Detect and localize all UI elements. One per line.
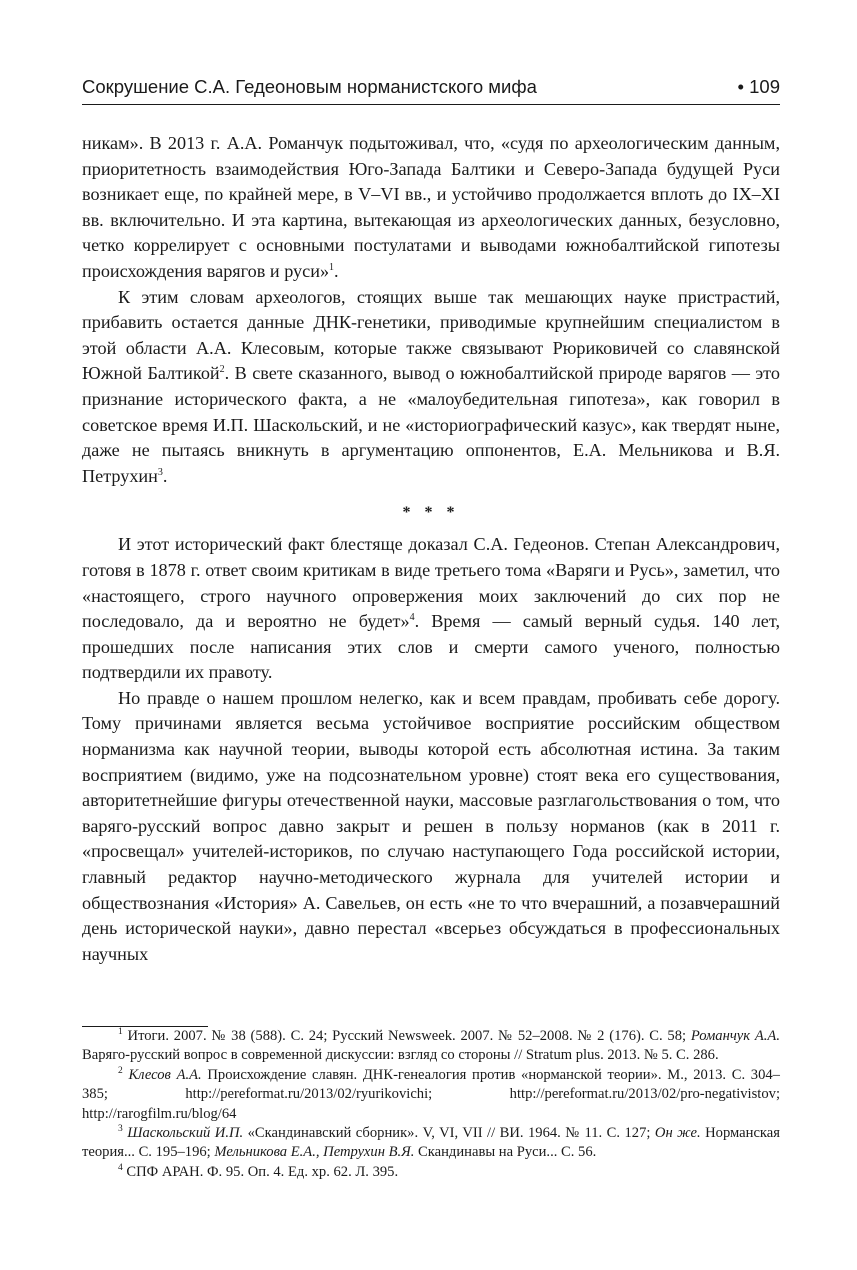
paragraph-tail: .: [334, 260, 339, 281]
footnote-3: [82, 1124, 780, 1163]
paragraph-text: Но правде о нашем прошлом нелегко, как и всем правдам, пробивать себе дорогу. Тому причинами является весьма устойчивое восприятие российским обществом норманизма как научной теории, выводы которой есть абсолютная истина. За таким восприятием (видимо, уже на подсознательном уровне) стоят века его существования, авторитетнейшие фигуры отечественной науки, массовые разглагольствования о том, что варяго-русский вопрос давно закрыт и решен в пользу норманов (как в 2011 г. «просвещал» учителей-историков, по случаю наступающего Года российской истории, главный редактор научно-методического журнала для учителей истории и обществознания «История» А. Савельев, он есть «не то что вчерашний, а позавчерашний день исторической науки», давно перестал «всерьез обсуждаться в профессиональных научных: [82, 687, 780, 964]
header-rule: [82, 104, 780, 105]
footnote-ibid: Он же.: [654, 1125, 701, 1142]
paragraph-2: [82, 285, 780, 490]
footnote-text: Варяго-русский вопрос в современной дискуссии: взгляд со стороны // Stratum plus. 2013. № 5. С. 286.: [82, 1047, 719, 1064]
page-number: • 109: [737, 76, 780, 97]
running-title: Сокрушение С.А. Гедеоновым норманистского мифа: [82, 76, 537, 97]
footnote-ref: 2: [219, 364, 225, 376]
paragraph-text: К этим словам археологов, стоящих выше так мешающих науке пристрастий, прибавить остается данные ДНК-генетики, приводимые крупнейшим специалистом в этой области А.А. Клесовым, которые также связывают Рюриковичей со славянской Южной Балтикой: [82, 286, 780, 384]
paragraph-tail: .: [162, 465, 168, 486]
footnote-author: Клесов А.А.: [128, 1066, 202, 1083]
footnote-2: [82, 1066, 780, 1124]
paragraph-3: [82, 532, 780, 686]
footnote-1: [82, 1027, 780, 1066]
paragraph-4: [82, 686, 780, 968]
main-text: [82, 131, 780, 967]
paragraph-text: И этот исторический факт блестяще доказал С.А. Гедеонов. Степан Александрович, готовя в 1878 г. ответ своим критикам в виде третьего тома «Варяги и Русь», заметил, что «настоящего, строго научного опровержения моих заключений до сих пор не последовало, да и вероятно не будет»: [82, 534, 780, 632]
footnotes: [82, 1027, 780, 1182]
footnote-number: 1: [118, 1027, 123, 1038]
footnote-text: Скандинавы на Руси... С. 56.: [414, 1144, 597, 1161]
footnote-text: Норманская теория... С. 195–196;: [82, 1125, 780, 1161]
footnote-author: Романчук А.А.: [690, 1028, 780, 1044]
footnote-author: Мельникова Е.А., Петрухин В.Я.: [214, 1144, 415, 1161]
paragraph-1: [82, 131, 780, 285]
footnote-number: 3: [118, 1124, 123, 1135]
running-header: [82, 76, 780, 102]
footnote-4: [82, 1163, 780, 1182]
footnote-text: Итоги. 2007. № 38 (588). С. 24; Русский Newsweek. 2007. № 52–2008. № 2 (176). С. 58;: [127, 1028, 691, 1044]
footnote-text: «Скандинавский сборник». V, VI, VII // ВИ. 1964. № 11. С. 127;: [243, 1125, 655, 1142]
footnote-ref: 1: [329, 261, 335, 273]
paragraph-tail: . Время — самый верный судья. 140 лет, прошедших после написания этих слов и смерти самого ученого, полностью подтвердили их правоту.: [82, 611, 780, 683]
section-separator: * * *: [402, 504, 460, 522]
paragraph-text: . В свете сказанного, вывод о южнобалтийской природе варягов — это признание исторического факта, а не «малоубедительная гипотеза», как говорил в советское время И.П. Шаскольский, и не «историографический казус», как твердят ныне, даже не пытаясь вникнуть в аргументацию оппонентов, Е.А. Мельникова и В.Я. Петрухин: [82, 363, 780, 486]
footnote-number: 4: [118, 1162, 123, 1173]
paragraph-text: никам». В 2013 г. А.А. Романчук подытоживал, что, «судя по археологическим данным, приоритетность взаимодействия Юго-Запада Балтики и Северо-Запада будущей Руси возникает еще, по крайней мере, в V–VI вв., и устойчиво продолжается вплоть до IX–XI вв. включительно. И эта картина, вытекающая из археологических данных, безусловно, четко коррелирует с основными постулатами и выводами южнобалтийской гипотезы происхождения варягов и руси»: [82, 133, 780, 281]
footnote-author: Шаскольский И.П.: [127, 1125, 244, 1142]
footnote-text: СПФ АРАН. Ф. 95. Оп. 4. Ед. хр. 62. Л. 395.: [126, 1163, 399, 1180]
footnote-ref: 3: [157, 466, 163, 478]
footnote-ref: 4: [409, 612, 415, 624]
footnote-number: 2: [118, 1065, 123, 1076]
footnote-text: Происхождение славян. ДНК-генеалогия против «норманской теории». М., 2013. С. 304–385; http://pereformat.ru/2013/02/ryurikovichi; http://pereformat.ru/2013/02/pro-negativistov; http://rarogfilm.ru/blog/64: [82, 1066, 780, 1122]
